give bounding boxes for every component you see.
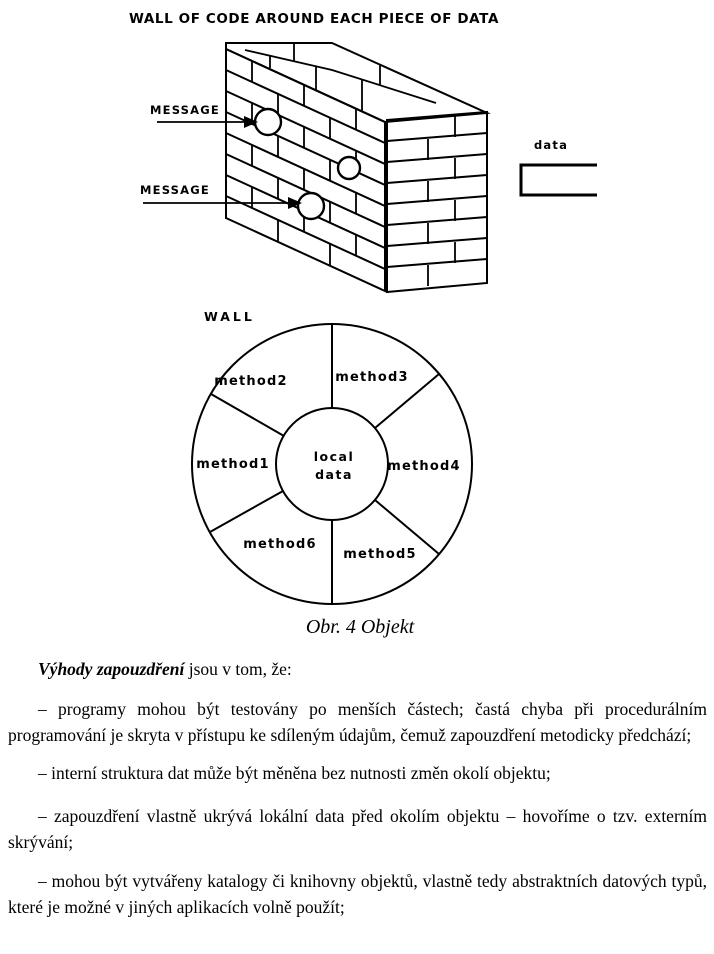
object-diagram [192, 309, 472, 604]
method-label-6: method6 [243, 537, 317, 552]
data-box [521, 165, 597, 195]
bullet-paragraph: – zapouzdření vlastně ukrývá lokální data před okolím objektu – hovoříme o tzv. externím skrývání; [8, 806, 707, 852]
data-label: data [534, 138, 569, 152]
method-label-1: method1 [196, 457, 270, 472]
local-data-label [314, 449, 355, 482]
bullet-paragraph: – interní struktura dat může být měněna bez nutnosti změn okolí objektu; [38, 763, 551, 783]
method-label-5: method5 [343, 547, 417, 562]
body-text [8, 656, 707, 920]
intro-paragraph [8, 656, 707, 682]
wall-side-face [387, 112, 487, 292]
figure-title: WALL OF CODE AROUND EACH PIECE OF DATA [129, 11, 499, 27]
svg-text:data: data [315, 467, 353, 482]
bullet-paragraph: – mohou být vytvářeny katalogy či knihovny objektů, vlastně tedy abstraktních datových typů, které je možné v jiných aplikacích volně použít; [8, 871, 707, 917]
inner-circle [276, 408, 388, 520]
wall-hole-1 [255, 109, 281, 135]
intro-emphasis: Výhody zapouzdření [38, 659, 185, 679]
bullet-paragraph: – programy mohou být testovány po menších částech; častá chyba při procedurálním programování je skryta v přístupu ke sdíleným údajům, čemuž zapouzdření metodicky předchází; [8, 699, 707, 745]
svg-text:local: local [313, 449, 355, 464]
method-label-2: method2 [214, 374, 288, 389]
message-label-2: MESSAGE [140, 183, 210, 197]
method-label-4: method4 [387, 459, 461, 474]
brick-wall-diagram [140, 43, 597, 292]
message-label-1: MESSAGE [150, 103, 220, 117]
figure-caption: Obr. 4 Objekt [305, 616, 415, 638]
message-arrow-1 [157, 116, 258, 128]
intro-rest: jsou v tom, že: [184, 659, 292, 679]
wall-hole-3 [298, 193, 324, 219]
wall-label: WALL [204, 309, 255, 324]
method-label-3: method3 [335, 370, 409, 385]
wall-hole-2 [338, 157, 360, 179]
